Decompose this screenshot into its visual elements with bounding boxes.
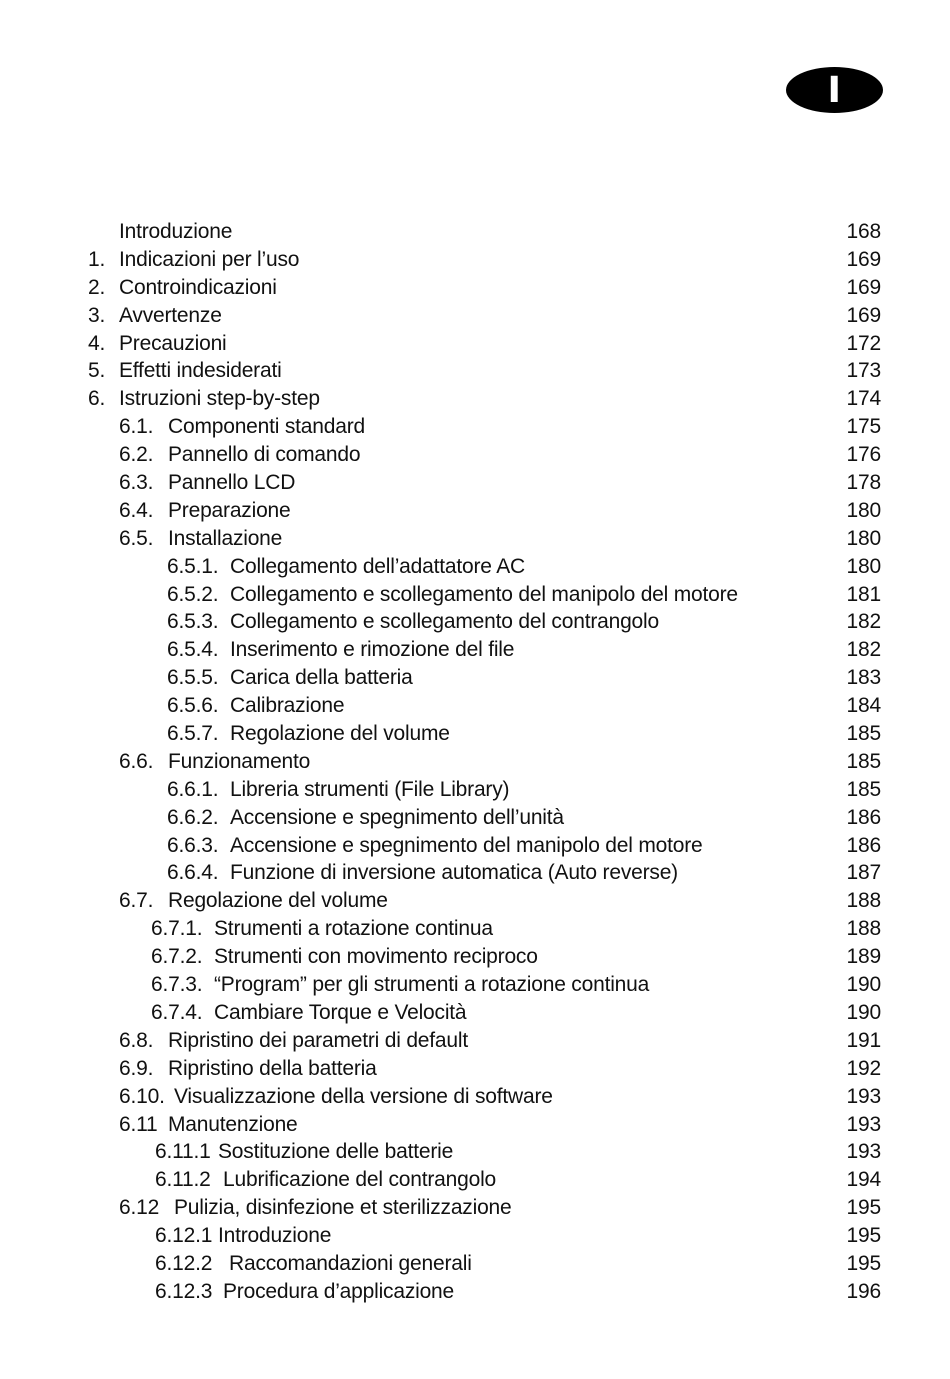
toc-title: Procedura d’applicazione: [223, 1279, 455, 1303]
toc-title: Carica della batteria: [230, 666, 413, 690]
toc-number: 6.7.: [119, 889, 154, 913]
toc-page: 184: [846, 694, 881, 718]
toc-entry: [0, 915, 950, 943]
toc-page: 180: [846, 498, 881, 522]
toc-entry: [0, 608, 950, 636]
toc-number: 6.12.2: [155, 1251, 213, 1275]
toc-entry: [0, 274, 950, 302]
toc-entry: [0, 1138, 950, 1166]
toc-entry: [0, 1083, 950, 1111]
toc-number: 6.11.2: [155, 1168, 211, 1192]
toc-number: 6.6.4.: [167, 861, 219, 885]
language-letter: I: [827, 69, 842, 111]
toc-title: Installazione: [168, 526, 283, 550]
toc-entry: [0, 1027, 950, 1055]
toc-page: 168: [846, 220, 881, 243]
toc-number: 6.4.: [119, 498, 154, 522]
toc-entry: [0, 330, 950, 358]
toc-title: Regolazione del volume: [230, 722, 450, 746]
toc-title: Strumenti a rotazione continua: [214, 917, 493, 941]
toc-page: 180: [846, 554, 881, 578]
toc-page: 195: [846, 1251, 881, 1275]
toc-number: 6.5.3.: [167, 610, 219, 634]
toc-entry: [0, 218, 950, 246]
toc-entry: [0, 832, 950, 860]
toc-entry: [0, 1111, 950, 1139]
toc-number: 5.: [88, 359, 106, 383]
toc-number: 6.5.: [119, 526, 154, 550]
toc-page: 185: [846, 777, 881, 801]
toc-title: Pulizia, disinfezione et sterilizzazione: [174, 1196, 512, 1220]
toc-title: Lubrificazione del contrangolo: [223, 1168, 497, 1192]
toc-number: 4.: [88, 331, 106, 355]
toc-entry: [0, 971, 950, 999]
toc-page: 182: [846, 638, 881, 662]
toc-title: Componenti standard: [168, 415, 365, 439]
toc-page: 193: [846, 1112, 881, 1136]
toc-page: 196: [846, 1279, 881, 1303]
toc-page: 191: [846, 1028, 881, 1052]
toc-number: 6.7.3.: [151, 973, 203, 997]
toc-page: 195: [846, 1224, 881, 1248]
toc-page: 188: [846, 889, 881, 913]
toc-page: 176: [846, 443, 881, 467]
toc-number: 6.1.: [119, 415, 154, 439]
toc-title: Introduzione: [119, 220, 233, 243]
toc-entry: [0, 553, 950, 581]
toc-title: Accensione e spegnimento dell’unità: [230, 805, 564, 829]
toc-entry: [0, 385, 950, 413]
toc-number: 2.: [88, 275, 106, 299]
toc-number: 6.10.: [119, 1084, 165, 1108]
toc-title: Visualizzazione della versione di software: [174, 1084, 553, 1108]
toc-number: 6.: [88, 387, 106, 411]
toc-page: 181: [846, 582, 881, 606]
language-badge: [786, 67, 883, 113]
toc-page: 169: [846, 303, 881, 327]
toc-title: Manutenzione: [168, 1112, 298, 1136]
toc-page: 186: [846, 805, 881, 829]
toc-entry: [0, 636, 950, 664]
toc-page: 183: [846, 666, 881, 690]
toc-entry: [0, 441, 950, 469]
toc-page: 189: [846, 945, 881, 969]
toc-entry: [0, 525, 950, 553]
toc-entry: [0, 1166, 950, 1194]
toc-page: 195: [846, 1196, 881, 1220]
toc-title: Regolazione del volume: [168, 889, 388, 913]
toc-entry: [0, 804, 950, 832]
toc-number: 6.5.6.: [167, 694, 219, 718]
toc-number: 6.11.1: [155, 1140, 211, 1164]
toc-title: Raccomandazioni generali: [229, 1251, 472, 1275]
toc-number: 6.12.3: [155, 1279, 213, 1303]
toc-title: Funzionamento: [168, 749, 311, 773]
toc-number: 6.5.4.: [167, 638, 219, 662]
toc-title: Cambiare Torque e Velocità: [214, 1000, 467, 1024]
toc-entry: [0, 469, 950, 497]
toc-number: 6.5.7.: [167, 722, 219, 746]
toc-number: 6.12: [119, 1196, 160, 1220]
toc-page: 193: [846, 1140, 881, 1164]
toc-entry: [0, 887, 950, 915]
table-of-contents: [0, 218, 950, 1306]
toc-number: 6.7.4.: [151, 1000, 203, 1024]
toc-page: 175: [846, 415, 881, 439]
toc-entry: [0, 1055, 950, 1083]
toc-page: 190: [846, 1000, 881, 1024]
toc-entry: [0, 720, 950, 748]
toc-number: 6.9.: [119, 1056, 154, 1080]
toc-number: 3.: [88, 303, 106, 327]
toc-title: Collegamento e scollegamento del manipolo del motore: [230, 582, 738, 606]
toc-entry: [0, 748, 950, 776]
toc-number: 6.6.2.: [167, 805, 219, 829]
toc-page: 182: [846, 610, 881, 634]
toc-page: 187: [846, 861, 881, 885]
toc-number: 6.6.: [119, 749, 154, 773]
toc-page: 186: [846, 833, 881, 857]
toc-page: 169: [846, 247, 881, 271]
toc-entry: [0, 1250, 950, 1278]
toc-page: 194: [846, 1168, 881, 1192]
toc-title: Collegamento e scollegamento del contrangolo: [230, 610, 659, 634]
toc-entry: [0, 1278, 950, 1306]
toc-page: 180: [846, 526, 881, 550]
toc-title: Funzione di inversione automatica (Auto reverse): [230, 861, 678, 885]
toc-title: Istruzioni step-by-step: [119, 387, 320, 411]
toc-title: Calibrazione: [230, 694, 345, 718]
toc-page: 172: [846, 331, 881, 355]
toc-title: Pannello LCD: [168, 471, 296, 495]
toc-number: 6.6.3.: [167, 833, 219, 857]
toc-page: 192: [846, 1056, 881, 1080]
toc-entry: [0, 1194, 950, 1222]
toc-entry: [0, 413, 950, 441]
toc-title: Indicazioni per l’uso: [119, 247, 300, 271]
toc-number: 6.8.: [119, 1028, 154, 1052]
toc-page: 174: [846, 387, 881, 411]
toc-entry: [0, 664, 950, 692]
toc-entry: [0, 246, 950, 274]
toc-title: Pannello di comando: [168, 443, 361, 467]
toc-number: 1.: [88, 247, 106, 271]
toc-title: Collegamento dell’adattatore AC: [230, 554, 525, 578]
toc-page: 193: [846, 1084, 881, 1108]
toc-number: 6.11: [119, 1112, 158, 1136]
toc-number: 6.7.1.: [151, 917, 203, 941]
toc-entry: [0, 999, 950, 1027]
toc-number: 6.2.: [119, 443, 154, 467]
toc-entry: [0, 1222, 950, 1250]
toc-page: 169: [846, 275, 881, 299]
toc-page: 190: [846, 973, 881, 997]
toc-page: 188: [846, 917, 881, 941]
toc-title: “Program” per gli strumenti a rotazione continua: [214, 973, 650, 997]
toc-title: Inserimento e rimozione del file: [230, 638, 515, 662]
toc-title: Ripristino della batteria: [168, 1056, 377, 1080]
toc-entry: [0, 776, 950, 804]
toc-entry: [0, 357, 950, 385]
toc-title: Precauzioni: [119, 331, 227, 355]
toc-page: 185: [846, 749, 881, 773]
toc-title: Controindicazioni: [119, 275, 277, 299]
toc-title: Sostituzione delle batterie: [218, 1140, 454, 1164]
toc-title: Preparazione: [168, 498, 291, 522]
toc-entry: [0, 943, 950, 971]
toc-number: 6.7.2.: [151, 945, 203, 969]
toc-title: Strumenti con movimento reciproco: [214, 945, 538, 969]
toc-entry: [0, 302, 950, 330]
toc-page: 178: [846, 471, 881, 495]
toc-title: Effetti indesiderati: [119, 359, 282, 383]
toc-title: Accensione e spegnimento del manipolo del motore: [230, 833, 703, 857]
toc-title: Avvertenze: [119, 303, 222, 327]
toc-entry: [0, 859, 950, 887]
toc-page: 185: [846, 722, 881, 746]
toc-entry: [0, 692, 950, 720]
toc-number: 6.5.5.: [167, 666, 219, 690]
toc-title: Libreria strumenti (File Library): [230, 777, 510, 801]
toc-number: 6.12.1: [155, 1224, 213, 1248]
toc-number: 6.3.: [119, 471, 154, 495]
toc-number: 6.5.1.: [167, 554, 219, 578]
toc-title: Introduzione: [218, 1224, 332, 1248]
toc-entry: [0, 581, 950, 609]
toc-number: 6.5.2.: [167, 582, 219, 606]
toc-entry: [0, 497, 950, 525]
toc-title: Ripristino dei parametri di default: [168, 1028, 468, 1052]
toc-page: 173: [846, 359, 881, 383]
toc-number: 6.6.1.: [167, 777, 219, 801]
